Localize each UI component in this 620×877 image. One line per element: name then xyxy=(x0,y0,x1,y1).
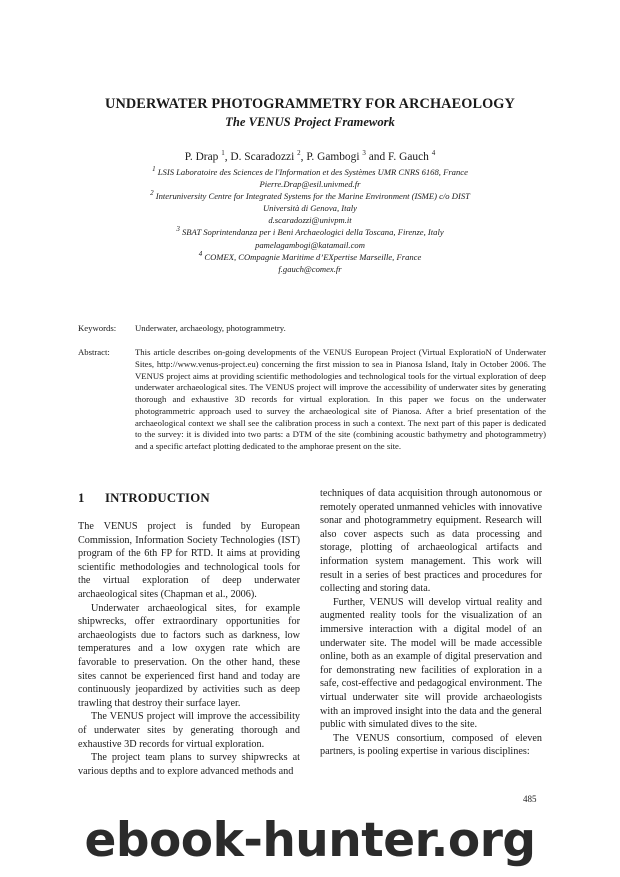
right-column xyxy=(320,487,542,759)
author-name: D. Scaradozzi xyxy=(230,151,298,163)
keywords-text: Underwater, archaeology, photogrammetry. xyxy=(135,323,286,333)
author-name: P. Drap xyxy=(184,151,222,163)
affiliations xyxy=(0,166,620,275)
affiliation-line xyxy=(0,251,620,263)
author-affiliation-mark: 3 xyxy=(362,149,366,158)
abstract-text: This article describes on-going developments of the VENUS European Project (Virtual ExploratioN of Underwater Sites, http://www.venus-project.eu) concerning the first mission to sea in Pianosa Island, Italy in October 2006. The VENUS project aims at providing scientific methodologies and technological tools for the virtual exploration of deep underwater archaeological sites. The VENUS project will improve the accessibility of underwater sites by generating thorough and exhaustive 3D records for virtual exploration. In this paper we focus on the underwater photogrammetric approach used to survey the archaeological site of Pianosa. After a brief presentation of the archaeological context we shall see the calibration process in such a context. The next part of this paper is dedicated to the survey: it is divided into two parts: a DTM of the site (combining acoustic bathymetry and photogrammetry) and a specific artefact plotting dedicated to the amphorae present on the site. xyxy=(135,347,546,451)
paragraph: Underwater archaeological sites, for example shipwrecks, offer extraordinary opportunities for archaeologists due to factors such as darkness, low temperatures and a low oxygen rate which are favorable to preservation. On the other hand, these sites cannot be experienced first hand and today are continuously jeopardized by activities such as deep trawling that destroy their surface layer. xyxy=(78,602,300,709)
paragraph: The project team plans to survey shipwrecks at various depths and to explore advanced methods and xyxy=(78,752,300,777)
author-affiliation-mark: 2 xyxy=(297,149,301,158)
affiliation-mark: 2 xyxy=(150,189,154,198)
affiliation-mark: 1 xyxy=(152,165,156,174)
affiliation-detail xyxy=(0,263,620,275)
paper-subtitle: The VENUS Project Framework xyxy=(225,115,395,129)
section-title: INTRODUCTION xyxy=(105,491,210,505)
affiliation-line xyxy=(0,190,620,202)
affiliation-mark: 4 xyxy=(198,249,203,258)
section-number: 1 xyxy=(78,491,85,505)
affiliation-text: Interuniversity Centre for Integrated Systems for the Marine Environment (ISME) c/o DIST xyxy=(155,191,470,202)
affiliation-text: Pierre.Drap@esil.univmed.fr xyxy=(259,179,361,190)
affiliation-line xyxy=(0,166,620,178)
watermark: ebook-hunter.org xyxy=(84,813,536,868)
paragraph: Further, VENUS will develop virtual reality and augmented reality tools for the visualization of an immersive interaction with a digital model of an underwater site. The model will be made accessible online, both as an example of digital preservation and for demonstrating new facilities of exploration in a safe, cost-effective and pedagogical environment. The virtual underwater site will provide archaeologists with an improved insight into the data and the general public with simulated dives to the site. xyxy=(320,596,542,731)
author-separator: , xyxy=(300,151,307,163)
paragraph: The VENUS project is funded by European Commission, Information Society Technologies (IST) program of the 6th FP for RTD. It aims at providing scientific methodologies and technological tools for the virtual exploration of deep underwater archaeological sites (Chapman et al., 2006). xyxy=(78,521,300,600)
section-heading xyxy=(78,491,210,506)
affiliation-text: LSIS Laboratoire des Sciences de l'Information et des Systèmes UMR CNRS 6168, France xyxy=(157,167,468,177)
paragraph: The VENUS consortium, composed of eleven partners, is pooling expertise in various disciplines: xyxy=(320,732,542,758)
author-affiliation-mark: 4 xyxy=(431,149,436,158)
abstract-label: Abstract: xyxy=(78,347,110,357)
affiliation-text: COMEX, COmpagnie Maritime d’EXpertise Marseille, France xyxy=(204,251,422,262)
author-separator: and xyxy=(365,151,388,163)
affiliation-detail xyxy=(0,214,620,226)
author-separator: , xyxy=(224,151,231,163)
paragraph: The VENUS project will improve the accessibility of underwater sites by generating thorough and exhaustive 3D records for virtual exploration. xyxy=(78,711,300,750)
affiliation-detail xyxy=(0,178,620,190)
affiliation-text: Università di Genova, Italy xyxy=(262,203,358,214)
affiliation-detail xyxy=(0,239,620,251)
author-name: P. Gambogi xyxy=(306,151,363,163)
affiliation-text: pamelagambogi@katamail.com xyxy=(255,239,365,250)
affiliation-detail xyxy=(0,202,620,214)
page-number: 485 xyxy=(523,794,537,804)
paper-title: UNDERWATER PHOTOGRAMMETRY FOR ARCHAEOLOGY xyxy=(105,96,515,112)
left-column xyxy=(78,520,300,778)
affiliation-mark: 3 xyxy=(176,225,180,234)
author-list xyxy=(0,151,620,163)
affiliation-line xyxy=(0,226,620,238)
affiliation-text: d.scaradozzi@univpm.it xyxy=(268,215,352,226)
author-affiliation-mark: 1 xyxy=(221,149,225,158)
keywords-label: Keywords: xyxy=(78,323,117,333)
paragraph: techniques of data acquisition through autonomous or remotely operated unmanned vehicles with innovative sonar and photogrammetry equipment. Research will also cover aspects such as data processing and storage, plotting of archaeological artifacts and information system management. This work will result in a series of best practices and procedures for collecting and storing data. xyxy=(320,488,542,595)
affiliation-text: SBAT Soprintendanza per i Beni Archaeologici della Toscana, Firenze, Italy xyxy=(181,227,444,238)
affiliation-text: f.gauch@comex.fr xyxy=(278,263,342,274)
author-name: F. Gauch xyxy=(388,151,432,163)
